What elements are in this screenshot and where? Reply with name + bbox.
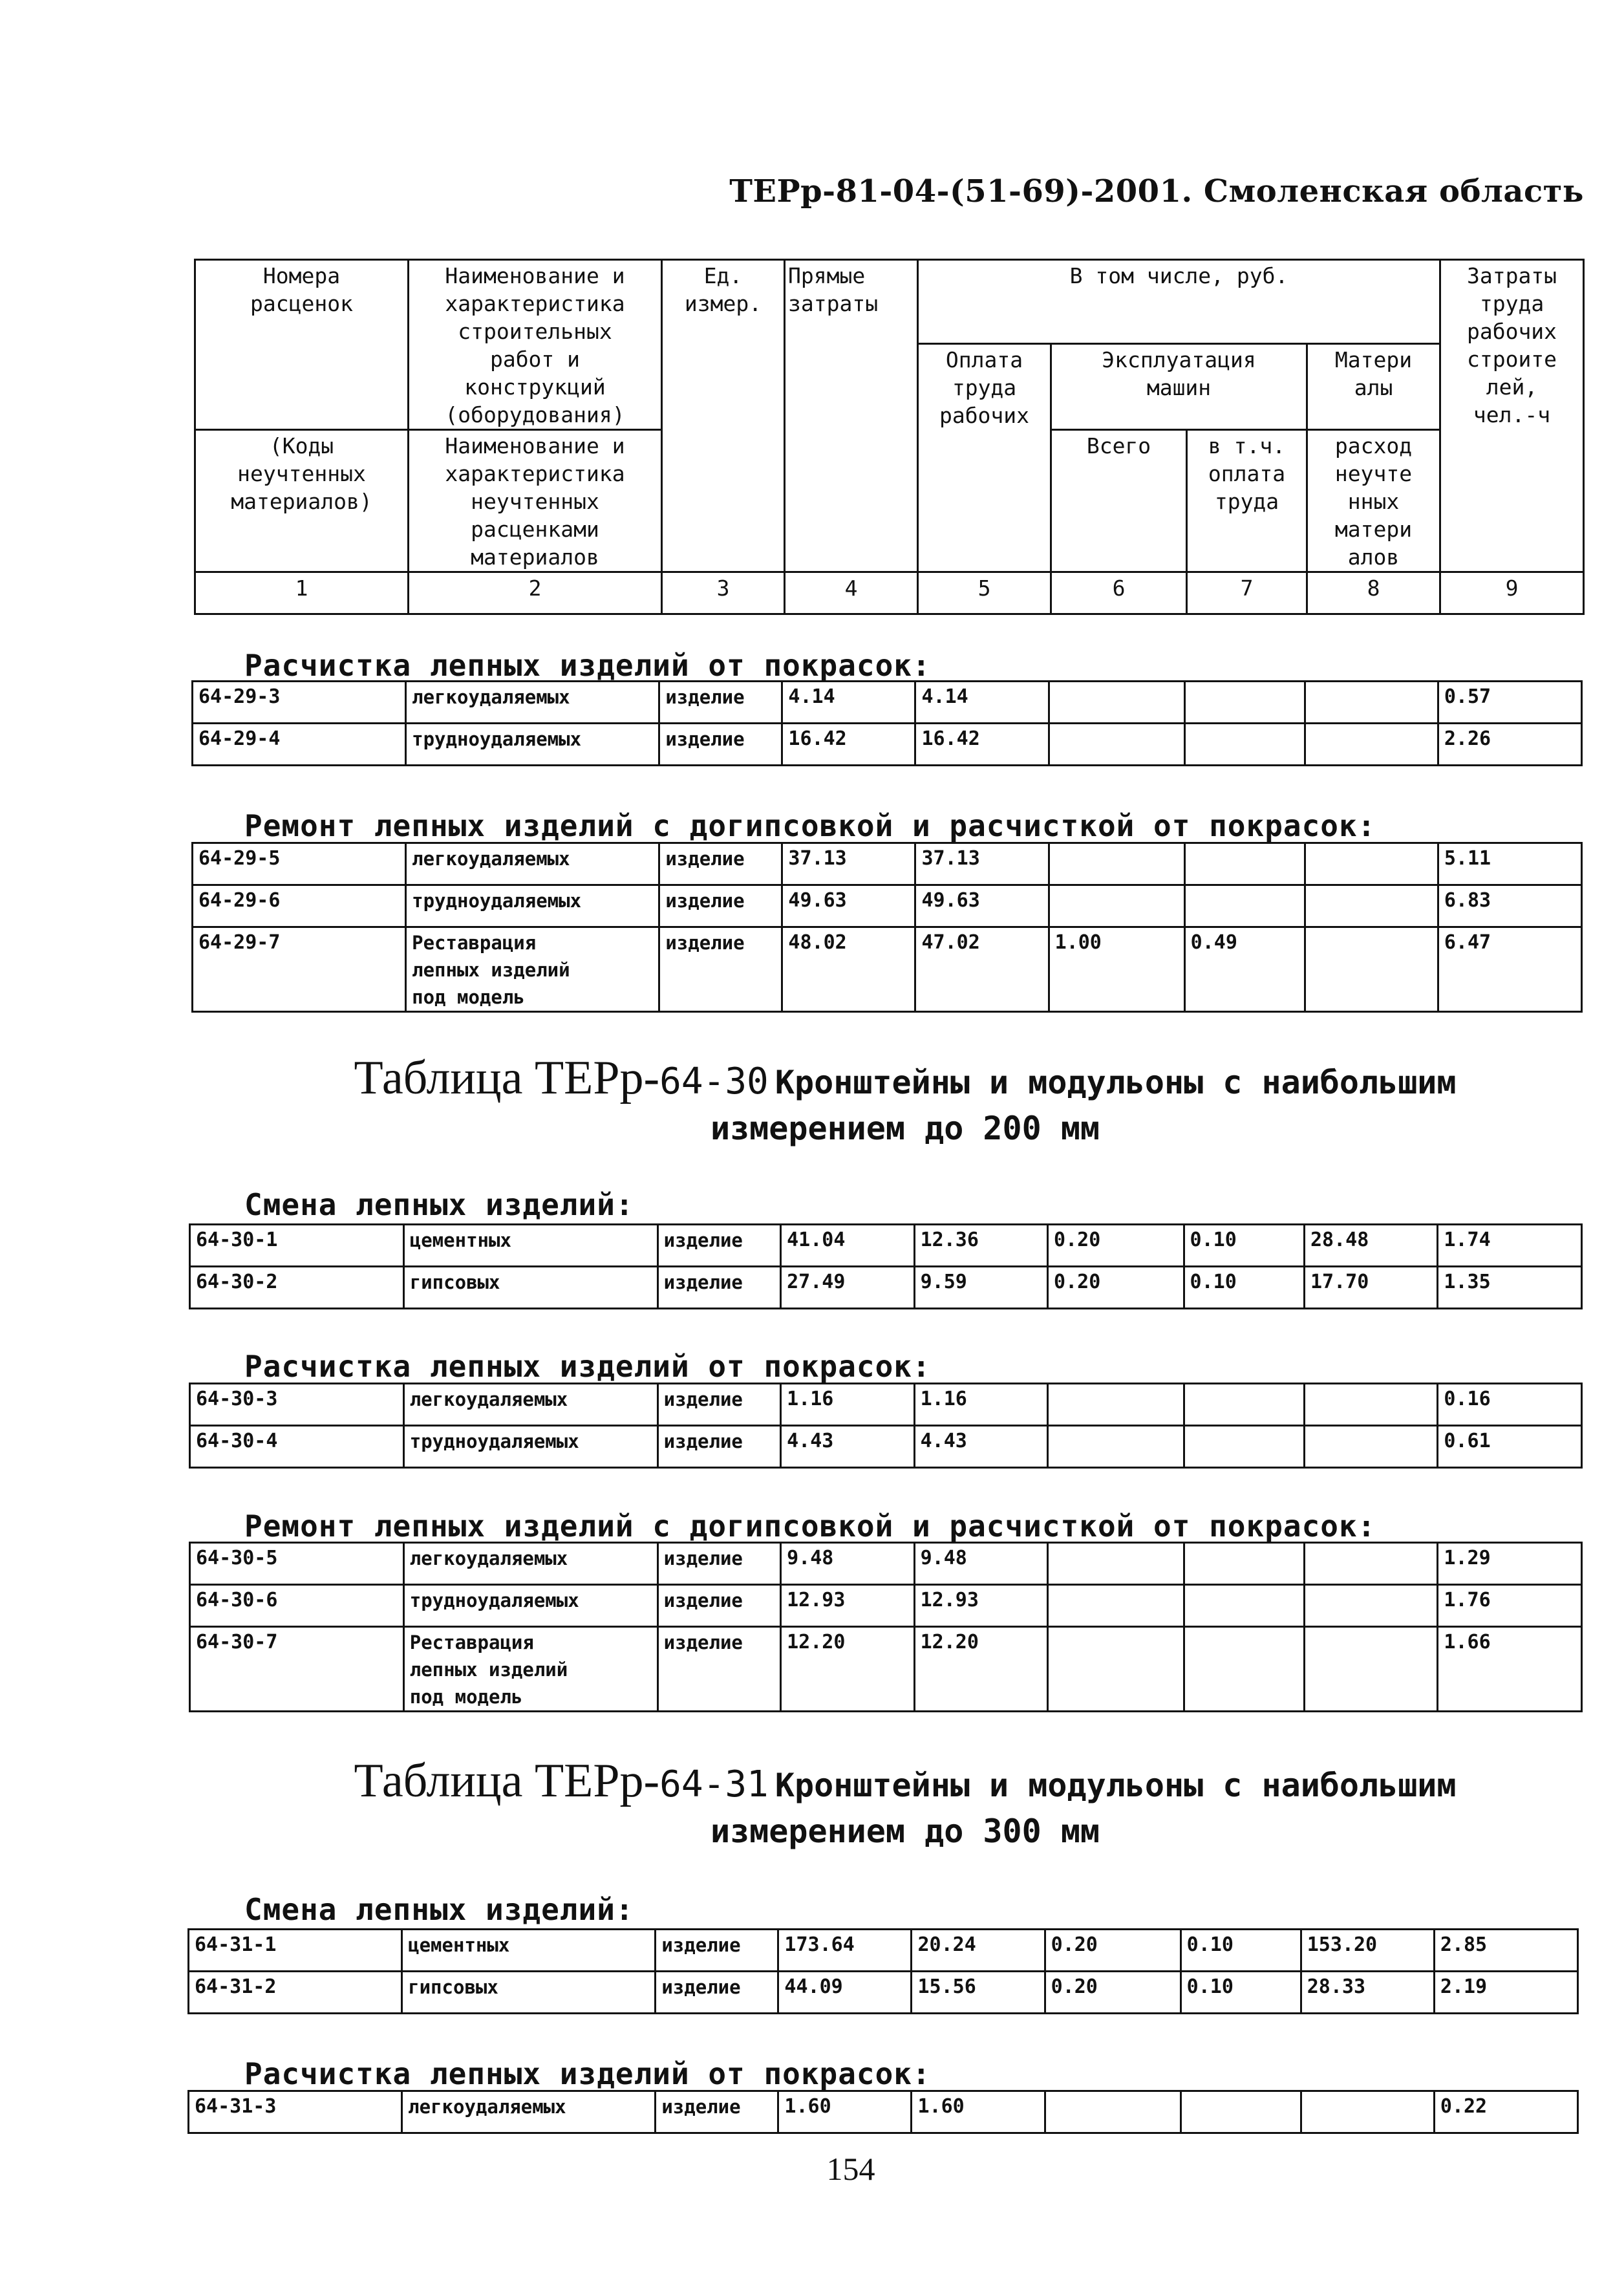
cell-materials: 153.20 [1301, 1930, 1434, 1972]
table-row [193, 682, 1582, 724]
cell-work-name: легкоудаляемых [403, 1543, 657, 1585]
table-row [190, 1426, 1582, 1468]
cell-work-name: легкоудаляемых [406, 682, 659, 724]
table-row [193, 724, 1582, 766]
cell-materials [1304, 1585, 1437, 1627]
cell-worker-wages: 1.60 [912, 2091, 1045, 2133]
cell-materials: 28.48 [1304, 1225, 1437, 1267]
cell-unit: изделие [659, 843, 782, 885]
cell-machine-wages: 0.10 [1184, 1225, 1304, 1267]
cell-work-name: Реставрация лепных изделий под модель [403, 1627, 657, 1712]
cell-rate-code: 64-29-4 [193, 724, 406, 766]
cell-direct-costs: 49.63 [782, 885, 915, 927]
cell-direct-costs: 12.20 [781, 1627, 914, 1712]
cell-rate-code: 64-29-7 [193, 927, 406, 1012]
cell-work-name: трудноудаляемых [403, 1585, 657, 1627]
cell-materials: 28.33 [1301, 1972, 1434, 2014]
cell-machine-costs [1049, 724, 1184, 766]
table-row [189, 1972, 1578, 2014]
section-title: Расчистка лепных изделий от покрасок: [244, 2056, 931, 2091]
caption-label: Таблица ТЕРр- [354, 1754, 660, 1807]
col-header-code: Номера расценок [195, 260, 409, 430]
cell-direct-costs: 9.48 [781, 1543, 914, 1585]
cell-machine-wages [1184, 1543, 1304, 1585]
cell-materials [1305, 724, 1438, 766]
caption-code: 64-30 [659, 1060, 769, 1103]
cell-machine-wages [1184, 843, 1305, 885]
section-title: Расчистка лепных изделий от покрасок: [244, 648, 931, 683]
cell-machine-costs [1048, 1543, 1184, 1585]
cell-materials [1305, 682, 1438, 724]
cell-machine-costs: 0.20 [1048, 1225, 1184, 1267]
cell-direct-costs: 37.13 [782, 843, 915, 885]
section-title: Ремонт лепных изделий с догипсовкой и расчисткой от покрасок: [244, 808, 1376, 843]
cell-machine-wages [1181, 2091, 1301, 2133]
cell-worker-wages: 16.42 [915, 724, 1049, 766]
cell-worker-wages: 37.13 [915, 843, 1049, 885]
col-number: 8 [1307, 572, 1440, 614]
cell-rate-code: 64-31-3 [189, 2091, 402, 2133]
cell-labor-hours: 0.61 [1438, 1426, 1582, 1468]
cell-unit: изделие [656, 1972, 778, 2014]
cell-materials [1305, 927, 1438, 1012]
cell-machine-wages [1184, 1627, 1304, 1712]
rates-table [191, 680, 1583, 766]
cell-rate-code: 64-29-5 [193, 843, 406, 885]
cell-machine-costs: 0.20 [1045, 1972, 1181, 2014]
col-header-unaccounted-name: Наименование и характеристика неучтенных расценками материалов [409, 430, 662, 572]
section-title: Расчистка лепных изделий от покрасок: [244, 1349, 931, 1384]
cell-worker-wages: 1.16 [914, 1384, 1047, 1426]
cell-materials [1305, 843, 1438, 885]
cell-machine-costs [1045, 2091, 1181, 2133]
rates-table [191, 842, 1583, 1013]
table-row [190, 1384, 1582, 1426]
rates-table [189, 1223, 1583, 1309]
cell-machine-wages [1184, 885, 1305, 927]
cell-materials [1301, 2091, 1434, 2133]
cell-work-name: трудноудаляемых [403, 1426, 657, 1468]
cell-machine-wages: 0.10 [1184, 1267, 1304, 1309]
cell-direct-costs: 4.43 [781, 1426, 914, 1468]
cell-machine-wages [1184, 1426, 1304, 1468]
col-header-including: В том числе, руб. [918, 260, 1440, 344]
cell-labor-hours: 0.57 [1438, 682, 1581, 724]
cell-rate-code: 64-30-1 [190, 1225, 404, 1267]
cell-materials [1304, 1426, 1437, 1468]
table-row [193, 885, 1582, 927]
caption-code: 64-31 [659, 1763, 769, 1805]
cell-unit: изделие [657, 1627, 780, 1712]
cell-direct-costs: 173.64 [778, 1930, 912, 1972]
col-header-machines: Эксплуатация машин [1051, 344, 1307, 430]
document-header-title: ТЕРр-81-04-(51-69)-2001. Смоленская область [729, 173, 1584, 210]
col-header-machines-wages: в т.ч. оплата труда [1187, 430, 1307, 572]
cell-direct-costs: 48.02 [782, 927, 915, 1012]
col-number: 6 [1051, 572, 1187, 614]
cell-worker-wages: 15.56 [912, 1972, 1045, 2014]
cell-unit: изделие [656, 2091, 778, 2133]
cell-worker-wages: 9.59 [914, 1267, 1047, 1309]
cell-worker-wages: 9.48 [914, 1543, 1047, 1585]
cell-work-name: цементных [403, 1225, 657, 1267]
cell-rate-code: 64-31-1 [189, 1930, 402, 1972]
table-row [189, 1930, 1578, 1972]
cell-unit: изделие [657, 1585, 780, 1627]
col-header-machines-total: Всего [1051, 430, 1187, 572]
cell-materials [1304, 1543, 1437, 1585]
rates-table [189, 1542, 1583, 1712]
table-caption-64-30 [259, 1051, 1552, 1147]
cell-direct-costs: 41.04 [781, 1225, 914, 1267]
cell-worker-wages: 4.43 [914, 1426, 1047, 1468]
cell-machine-costs [1048, 1627, 1184, 1712]
cell-work-name: легкоудаляемых [403, 1384, 657, 1426]
section-title: Смена лепных изделий: [244, 1187, 634, 1222]
cell-rate-code: 64-30-4 [190, 1426, 404, 1468]
cell-unit: изделие [659, 724, 782, 766]
cell-labor-hours: 1.35 [1438, 1267, 1582, 1309]
cell-work-name: трудноудаляемых [406, 885, 659, 927]
cell-machine-costs: 0.20 [1048, 1267, 1184, 1309]
col-header-direct-costs: Прямые затраты [785, 260, 918, 572]
cell-unit: изделие [659, 682, 782, 724]
cell-machine-costs [1048, 1426, 1184, 1468]
cell-materials [1305, 885, 1438, 927]
cell-unit: изделие [657, 1384, 780, 1426]
cell-machine-costs [1048, 1384, 1184, 1426]
cell-worker-wages: 4.14 [915, 682, 1049, 724]
table-row [190, 1267, 1582, 1309]
cell-direct-costs: 44.09 [778, 1972, 912, 2014]
table-row [190, 1225, 1582, 1267]
col-number: 7 [1187, 572, 1307, 614]
cell-machine-costs [1049, 843, 1184, 885]
cell-worker-wages: 12.93 [914, 1585, 1047, 1627]
cell-unit: изделие [659, 927, 782, 1012]
cell-labor-hours: 1.74 [1438, 1225, 1582, 1267]
col-number: 1 [195, 572, 409, 614]
caption-text-line2: измерением до 200 мм [710, 1110, 1100, 1147]
col-number: 9 [1440, 572, 1584, 614]
table-row [193, 927, 1582, 1012]
caption-text: Кронштейны и модульоны с наибольшим [775, 1064, 1457, 1101]
caption-text: Кронштейны и модульоны с наибольшим [775, 1767, 1457, 1804]
cell-materials [1304, 1627, 1437, 1712]
col-header-labor: Затраты труда рабочих строите лей, чел.-ч [1440, 260, 1584, 572]
cell-labor-hours: 5.11 [1438, 843, 1581, 885]
table-row [189, 2091, 1578, 2133]
cell-direct-costs: 1.60 [778, 2091, 912, 2133]
cell-unit: изделие [657, 1426, 780, 1468]
cell-worker-wages: 20.24 [912, 1930, 1045, 1972]
cell-labor-hours: 2.85 [1434, 1930, 1577, 1972]
caption-text-line2: измерением до 300 мм [710, 1813, 1100, 1850]
cell-materials [1304, 1384, 1437, 1426]
cell-work-name: легкоудаляемых [406, 843, 659, 885]
column-header-table [194, 259, 1585, 615]
cell-labor-hours: 1.66 [1438, 1627, 1582, 1712]
cell-machine-costs [1049, 885, 1184, 927]
cell-labor-hours: 1.29 [1438, 1543, 1582, 1585]
cell-machine-wages: 0.10 [1181, 1972, 1301, 2014]
cell-machine-wages [1184, 1384, 1304, 1426]
cell-direct-costs: 16.42 [782, 724, 915, 766]
cell-labor-hours: 1.76 [1438, 1585, 1582, 1627]
cell-work-name: гипсовых [403, 1267, 657, 1309]
cell-labor-hours: 0.16 [1438, 1384, 1582, 1426]
cell-direct-costs: 4.14 [782, 682, 915, 724]
table-caption-64-31 [259, 1754, 1552, 1850]
cell-machine-costs [1048, 1585, 1184, 1627]
cell-work-name: цементных [402, 1930, 656, 1972]
col-number: 3 [662, 572, 785, 614]
cell-labor-hours: 2.19 [1434, 1972, 1577, 2014]
rates-table [187, 2090, 1579, 2134]
col-header-materials: Матери алы [1307, 344, 1440, 430]
col-number: 2 [409, 572, 662, 614]
table-row [193, 843, 1582, 885]
table-row [190, 1543, 1582, 1585]
col-header-wages: Оплата труда рабочих [918, 344, 1051, 572]
section-title: Смена лепных изделий: [244, 1892, 634, 1927]
cell-work-name: трудноудаляемых [406, 724, 659, 766]
cell-rate-code: 64-31-2 [189, 1972, 402, 2014]
cell-labor-hours: 6.47 [1438, 927, 1581, 1012]
cell-unit: изделие [657, 1267, 780, 1309]
cell-worker-wages: 12.36 [914, 1225, 1047, 1267]
cell-labor-hours: 6.83 [1438, 885, 1581, 927]
cell-rate-code: 64-30-6 [190, 1585, 404, 1627]
cell-direct-costs: 27.49 [781, 1267, 914, 1309]
cell-worker-wages: 49.63 [915, 885, 1049, 927]
caption-label: Таблица ТЕРр- [354, 1051, 660, 1104]
cell-direct-costs: 1.16 [781, 1384, 914, 1426]
cell-worker-wages: 47.02 [915, 927, 1049, 1012]
col-header-unaccounted-codes: (Коды неучтенных материалов) [195, 430, 409, 572]
cell-rate-code: 64-29-3 [193, 682, 406, 724]
cell-machine-costs: 0.20 [1045, 1930, 1181, 1972]
cell-machine-costs [1049, 682, 1184, 724]
col-header-name: Наименование и характеристика строительных работ и конструкций (оборудования) [409, 260, 662, 430]
cell-machine-wages: 0.10 [1181, 1930, 1301, 1972]
cell-work-name: легкоудаляемых [402, 2091, 656, 2133]
cell-materials: 17.70 [1304, 1267, 1437, 1309]
col-number: 4 [785, 572, 918, 614]
cell-rate-code: 64-30-5 [190, 1543, 404, 1585]
cell-machine-wages: 0.49 [1184, 927, 1305, 1012]
cell-work-name: Реставрация лепных изделий под модель [406, 927, 659, 1012]
rates-table [189, 1383, 1583, 1469]
section-title: Ремонт лепных изделий с догипсовкой и расчисткой от покрасок: [244, 1509, 1376, 1544]
cell-rate-code: 64-30-3 [190, 1384, 404, 1426]
cell-labor-hours: 0.22 [1434, 2091, 1577, 2133]
cell-unit: изделие [659, 885, 782, 927]
col-header-unaccounted-materials: расход неучте нных матери алов [1307, 430, 1440, 572]
cell-direct-costs: 12.93 [781, 1585, 914, 1627]
cell-rate-code: 64-30-7 [190, 1627, 404, 1712]
table-row [190, 1627, 1582, 1712]
cell-machine-wages [1184, 1585, 1304, 1627]
cell-machine-costs: 1.00 [1049, 927, 1184, 1012]
rates-table [187, 1928, 1579, 2014]
cell-rate-code: 64-30-2 [190, 1267, 404, 1309]
table-row [190, 1585, 1582, 1627]
cell-labor-hours: 2.26 [1438, 724, 1581, 766]
cell-unit: изделие [656, 1930, 778, 1972]
col-header-unit: Ед. измер. [662, 260, 785, 572]
cell-unit: изделие [657, 1543, 780, 1585]
cell-rate-code: 64-29-6 [193, 885, 406, 927]
cell-work-name: гипсовых [402, 1972, 656, 2014]
cell-worker-wages: 12.20 [914, 1627, 1047, 1712]
cell-unit: изделие [657, 1225, 780, 1267]
cell-machine-wages [1184, 682, 1305, 724]
col-number: 5 [918, 572, 1051, 614]
page-number: 154 [826, 2151, 875, 2187]
cell-machine-wages [1184, 724, 1305, 766]
